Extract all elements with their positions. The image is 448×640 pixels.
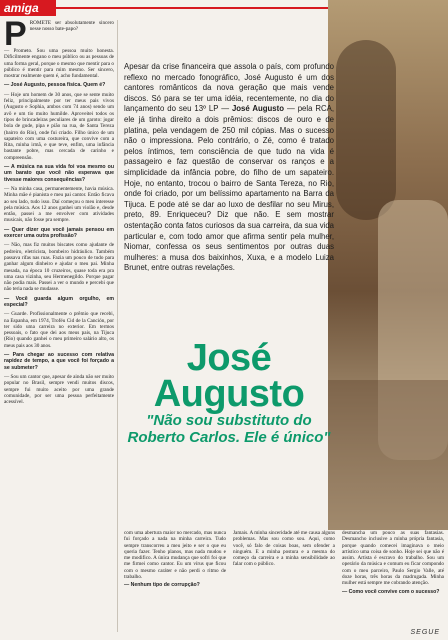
question: — Quer dizer que você jamais pensou em exercer uma outra profissão?: [4, 226, 114, 240]
answer-paragraph: — Hoje um homem de 30 anos, que se sente muito feliz, principalmente por ter meus pais vivos (Augusto e Sophia, ambos com 74 anos) sendo um avô e um tio muito humilde. Aproveitei todos os tipos de brincadeiras peculiares de um garoto: jogar bola de gude, pipa e pião na rua, de Santa Tereza (bairro do Rio), onde fui criado. Filho único de um sapateiro com uma costureira, que convive com a Rita, minha irmã, e que teve, enfim, uma infância bastante pobre, mas cercada de carinho e compreensão.: [4, 91, 114, 161]
question: — Você guarda algum orgulho, em especial?: [4, 295, 114, 308]
bottom-column: [342, 530, 444, 630]
headline-last-name: Augusto: [153, 373, 305, 415]
intro-name-bold: José Augusto: [231, 104, 284, 114]
intro-text-start: Apesar da crise financeira que assola o país, com profundo reflexo no mercado fonográfico, José Augusto é um dos cantores românticos da nova geração que mais vende discos. Só para se ter uma idéia, recentemente, no dia do lançamento do seu 13º LP —: [124, 62, 334, 114]
dropcap-paragraph: [4, 20, 114, 53]
question: — Para chegar ao sucesso com relativa rapidez de tempo, a que você foi forçado a se submeter?: [4, 352, 114, 371]
singer-photo: [328, 0, 448, 530]
photo-shape: [328, 380, 448, 530]
magazine-logo: amiga: [0, 0, 56, 16]
question: — A música na sua vida foi voa mesmo ou um barato que você não esperava que tivesse maiores consequências?: [4, 164, 114, 183]
answer-paragraph: — Prometo. Sou uma pessoa muito honesta. Dificilmente engano o meu público ou as pessoas de uma forma geral, porque o mesmo que mentir para o público é mentir para mim mesmo. Ser sincero, mostrar realmente quem é, acho fundamental.: [4, 48, 114, 80]
column-divider: [117, 20, 118, 632]
headline: [124, 337, 334, 415]
bottom-text-columns: [124, 530, 444, 630]
photo-shape: [336, 40, 396, 220]
interview-column: [4, 20, 114, 632]
answer-paragraph: — Guarde. Profissionalmente o prêmio que recebi, na Espanha, em 1974, Troféu Cid de la Canción, por ter sido uma carreira no exterior. Em termos pessoais, o fato que dei aos meus pais, na Tijuca (Rio) quando ganhei o meu primeiro salário alto, os meus pais aos 30 anos.: [4, 311, 114, 349]
bottom-column: [233, 530, 335, 630]
opening-question: ROMETE ser absolutamente sincero nesse nosso bate-papo?: [29, 20, 114, 33]
answer-paragraph: Jamais. A minha sinceridade até me causa alguns problemas. Mas sou como sou. Aqui, como você, só falo de coisas boas, sem ofender a ninguém. E a minha postura e a mesma do começo da carreira e a minha sensibilidade ao falar com o público.: [233, 530, 335, 568]
answer-paragraph: desmancha um pouco as suas fantasias. Desmancho inclusive a minha própria fantasia, porque quando comecei imaginava o meio artístico uma coisa de sonho. Hoje sei que não é assim. Artista é escravo do trabalho. Sou um operário da música e comum eu ficar compondo com o meu parceiro, Paulo Sergio Valle, até doze horas, três horas da madrugada. Minha mulher está sempre me cobrando atenção.: [342, 530, 444, 587]
answer-paragraph: — Na minha casa, permanentemente, havia música. Minha mãe é pianista e meu pai cantor. Então ficava ao seu lado, tudo isso. Daí começou o meu interesse pela música. Aos 12 anos ganhei um violão e, desde então, passei a me envolver com atividades musicais, não fosse pra sempre.: [4, 185, 114, 224]
dropcap-letter: P: [4, 20, 27, 53]
headline-quote: "Não sou substituto do Roberto Carlos. Ele é único": [127, 412, 331, 446]
question: — José Augusto, pessoa física. Quem é?: [4, 82, 106, 89]
intro-text: [124, 62, 334, 330]
headline-first-name: José: [186, 337, 272, 379]
question: — Nenhum tipo de corrupção?: [124, 582, 200, 589]
intro-text-end: — pela RCA, ele já tinha direito a dois prêmios: discos de ouro e de platina, pela vendagem de 250 mil cópias. Mas o sucesso não o impressiona. Pelo contrário, o Zé, como é tratado pelos íntimos, tem consciência de que tudo na vida é passageiro e faz questão de conservar os ranços e a simplicidade da infância pobre, do filho de um sapateiro. Hoje, no entanto, trocou o bairro de Santa Tereza, no Rio, onde foi criado, por um belíssimo apartamento na Barra da Tijuca. E pode até se dar ao luxo de desfilar no seu Mirus, preto, 89. Enriqueceu? Diz que não. E sem mostrar ostentação conta fatos curiosos da sua carreira, da sua vida particular e, com todo amor que afirma sentir pela mulher, Niomar, confessa os seus sentimentos por outras duas mulheres: a musa dos baixinhos, Xuxa, e a modelo Luiza Brunet, entre outras revelações.: [124, 104, 334, 273]
answer-paragraph: — Não, mas fiz muitos biscates como ajudante de pedreiro, eletricista, bombeiro hidráulico. Também passava rifas nas ruas. Fazia um pouco de tudo para ganhar algum dinheiro e ajudar o meu pai. Minha mesada, na época 10 cruzeiros, quase toda era pra uma casa vizinha, seu Hermenegildo. Porque pagar não podia mais. Passei a ver o mundo e percebi que não teria nada se mudasse.: [4, 242, 114, 293]
bottom-column: [124, 530, 226, 630]
continue-label: SEGUE: [410, 629, 440, 636]
question: — Como você convive com o sucesso?: [342, 588, 440, 595]
answer-paragraph: com uma abertura maior no mercado, mas nunca fui forçado a nada na minha carreira. Tudo sempre transcorreu a meu jeito e ser o que eu queria fazer. Tenho planos, mas nada mudou e me modifico. A única mudança que sofri foi que me firmei como cantor. Eu um vírus que ficou com o mesmo caráter e não perdi o ritmo de trabalho.: [124, 530, 226, 581]
answer-paragraph: — Sou um cantor que, apesar de ainda não ser muito popular no Brasil, sempre vendi muitos discos, sempre fui muito aceito por uma grande comunidade, por ser uma pessoa perfeitamente acessível.: [4, 373, 114, 406]
